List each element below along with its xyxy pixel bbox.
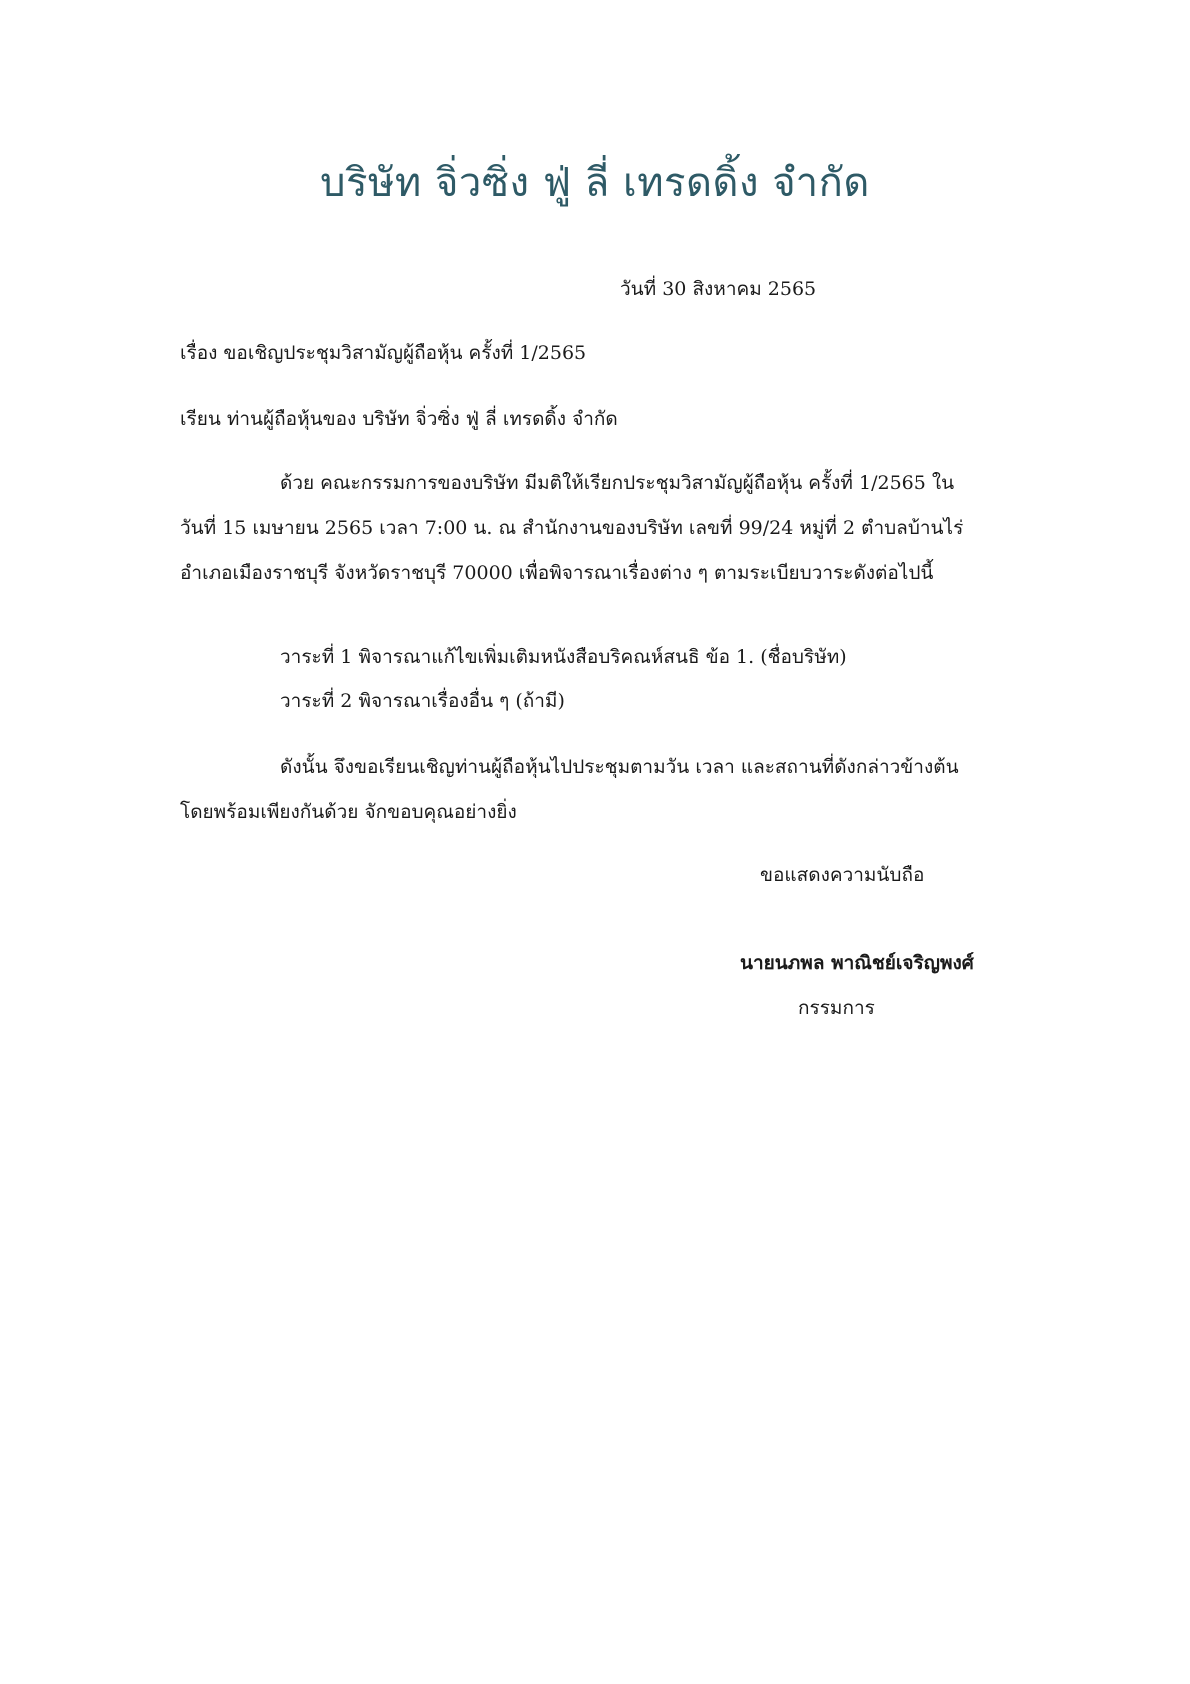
paragraph1-line: ด้วย คณะกรรมการของบริษัท มีมติให้เรียกประชุมวิสามัญผู้ถือหุ้น ครั้งที่ 1/2565 ใน [280, 472, 955, 494]
closing-phrase: ขอแสดงความนับถือ [760, 864, 925, 886]
agenda-item-1: วาระที่ 1 พิจารณาแก้ไขเพิ่มเติมหนังสือบริคณห์สนธิ ข้อ 1. (ชื่อบริษัท) [280, 646, 847, 668]
paragraph1-line: วันที่ 15 เมษายน 2565 เวลา 7:00 น. ณ สำนักงานของบริษัท เลขที่ 99/24 หมู่ที่ 2 ตำบลบ้านไร่ [180, 517, 964, 539]
signer-position: กรรมการ [798, 997, 875, 1019]
letter-subject: เรื่อง ขอเชิญประชุมวิสามัญผู้ถือหุ้น ครั้งที่ 1/2565 [180, 342, 587, 364]
signer-name: นายนภพล พาณิชย์เจริญพงศ์ [740, 952, 974, 974]
letter-recipient: เรียน ท่านผู้ถือหุ้นของ บริษัท จิ่วซิ่ง ฟู่ ลี่ เทรดดิ้ง จำกัด [180, 408, 618, 430]
paragraph2-line: ดังนั้น จึงขอเรียนเชิญท่านผู้ถือหุ้นไปประชุมตามวัน เวลา และสถานที่ดังกล่าวข้างต้น [280, 756, 959, 778]
company-title: บริษัท จิ่วซิ่ง ฟู่ ลี่ เทรดดิ้ง จำกัด [320, 160, 870, 206]
agenda-item-2: วาระที่ 2 พิจารณาเรื่องอื่น ๆ (ถ้ามี) [280, 690, 565, 712]
paragraph1-line: อำเภอเมืองราชบุรี จังหวัดราชบุรี 70000 เพื่อพิจารณาเรื่องต่าง ๆ ตามระเบียบวาระดังต่อไปนี้ [180, 562, 934, 584]
letter-date: วันที่ 30 สิงหาคม 2565 [620, 278, 817, 300]
paragraph2-line: โดยพร้อมเพียงกันด้วย จักขอบคุณอย่างยิ่ง [180, 801, 517, 823]
